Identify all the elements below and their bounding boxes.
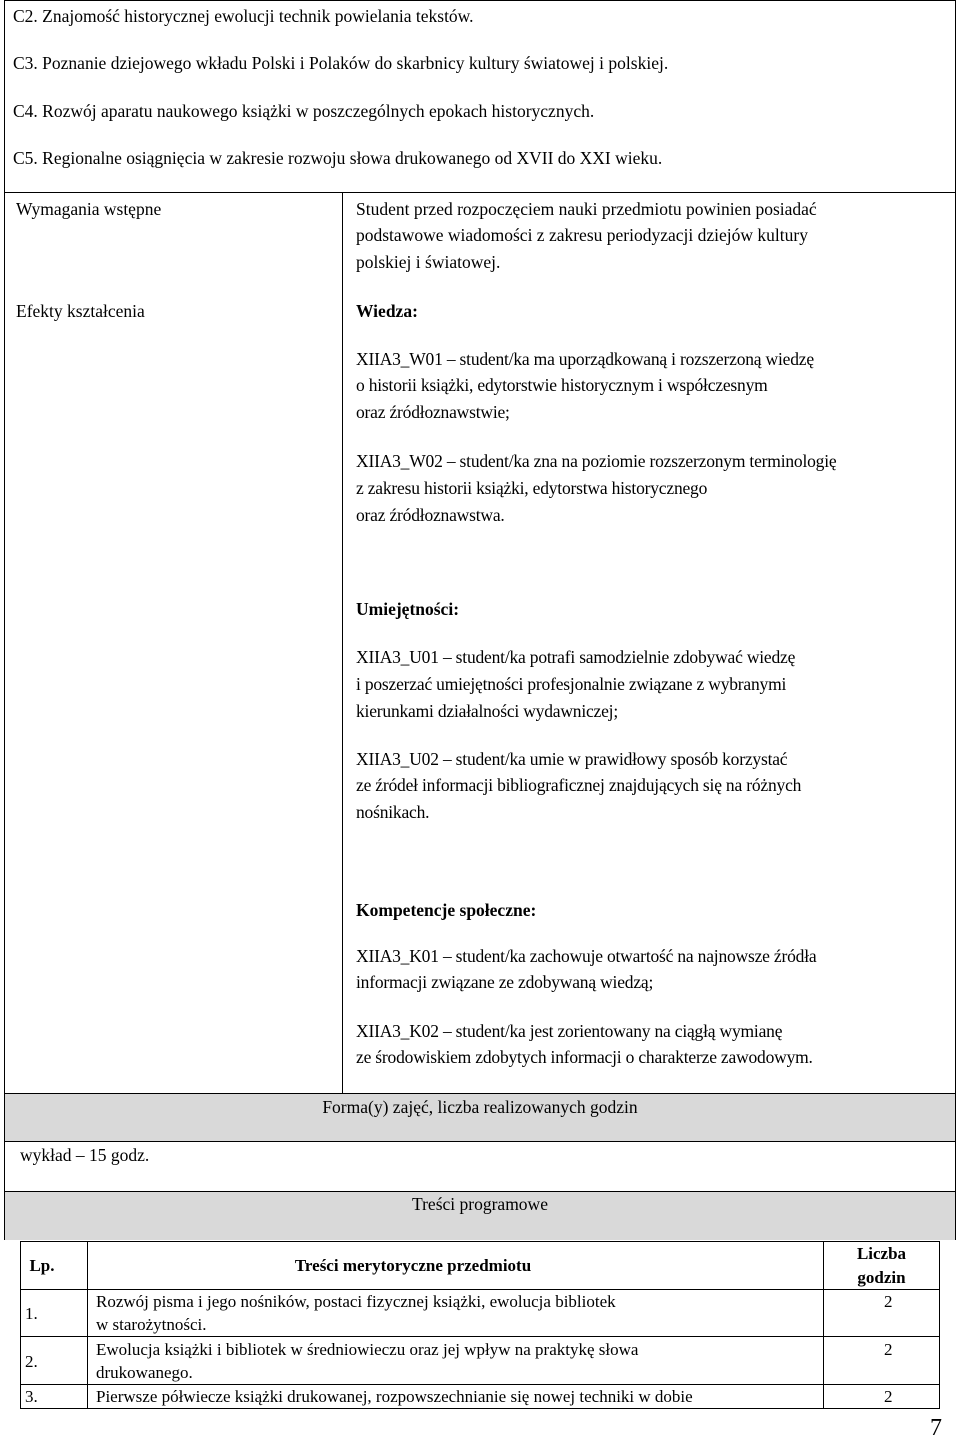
row-3-content-line-1: Pierwsze półwiecze książki drukowanej, rozpowszechnianie się nowej techniki w dobie xyxy=(96,1387,693,1406)
right-border xyxy=(955,0,956,1240)
outcome-k01-line-2: informacji związane ze zdobywaną wiedzą; xyxy=(356,972,654,992)
row-2-lp: 2. xyxy=(25,1352,38,1371)
row-2-content-line-1: Ewolucja książki i bibliotek w średniowieczu oraz jej wpływ na praktykę słowa xyxy=(96,1340,639,1359)
goal-c2: C2. Znajomość historycznej ewolucji technik powielania tekstów. xyxy=(13,6,474,26)
requirements-line-2: podstawowe wiadomości z zakresu periodyzacji dziejów kultury xyxy=(356,225,808,245)
outcome-w01-line-3: oraz źródłoznawstwie; xyxy=(356,402,510,422)
goal-c4: C4. Rozwój aparatu naukowego książki w poszczególnych epokach historycznych. xyxy=(13,101,595,121)
row-3-hours: 2 xyxy=(884,1387,893,1406)
outcome-w02-line-1: XIIA3_W02 – student/ka zna na poziomie rozszerzonym terminologię xyxy=(356,451,837,471)
outcome-u02-line-2: ze źródeł informacji bibliograficznej znajdujących się na różnych xyxy=(356,775,802,795)
goal-c3: C3. Poznanie dziejowego wkładu Polski i Polaków do skarbnicy kultury światowej i polskiej. xyxy=(13,53,669,73)
row-1-content-line-1: Rozwój pisma i jego nośników, postaci fizycznej książki, ewolucja bibliotek xyxy=(96,1292,616,1311)
row-3-lp: 3. xyxy=(25,1387,38,1406)
outcome-u02-line-3: nośnikach. xyxy=(356,802,430,822)
requirements-label: Wymagania wstępne xyxy=(16,199,162,219)
outcome-w01-line-1: XIIA3_W01 – student/ka ma uporządkowaną i rozszerzoną wiedzę xyxy=(356,349,814,369)
row-1-content-line-2: w starożytności. xyxy=(96,1315,207,1334)
table-header-lp: Lp. xyxy=(29,1256,55,1275)
outcome-w01-line-2: o historii książki, edytorstwie historycznym i współczesnym xyxy=(356,375,768,395)
row-1-hours: 2 xyxy=(884,1292,893,1311)
outcome-w02-line-3: oraz źródłoznawstwa. xyxy=(356,505,505,525)
requirements-line-1: Student przed rozpoczęciem nauki przedmiotu powinien posiadać xyxy=(356,199,817,219)
row-2-content-line-2: drukowanego. xyxy=(96,1363,193,1382)
outcome-w02-line-2: z zakresu historii książki, edytorstwa historycznego xyxy=(356,478,708,498)
outcome-u01-line-2: i poszerzać umiejętności profesjonalnie związane z wybranymi xyxy=(356,674,787,694)
row-2-hours: 2 xyxy=(884,1340,893,1359)
competences-heading: Kompetencje społeczne: xyxy=(356,900,537,920)
program-header: Treści programowe xyxy=(412,1194,548,1214)
goal-c5: C5. Regionalne osiągnięcia w zakresie rozwoju słowa drukowanego od XVII do XXI wieku. xyxy=(13,148,663,168)
outcome-u01-line-3: kierunkami działalności wydawniczej; xyxy=(356,701,619,721)
page-number: 7 xyxy=(930,1415,942,1441)
outcome-k01-line-1: XIIA3_K01 – student/ka zachowuje otwartość na najnowsze źródła xyxy=(356,946,817,966)
table-header-hours-1: Liczba xyxy=(856,1244,907,1263)
row-1-lp: 1. xyxy=(25,1304,38,1323)
goals-bottom-line xyxy=(4,192,956,193)
table-top-line xyxy=(20,1241,940,1242)
left-border xyxy=(4,0,5,1240)
outcome-u01-line-1: XIIA3_U01 – student/ka potrafi samodzielnie zdobywać wiedzę xyxy=(356,647,796,667)
requirements-line-3: polskiej i światowej. xyxy=(356,252,501,272)
outcomes-label: Efekty kształcenia xyxy=(16,301,145,321)
table-header-hours-2: godzin xyxy=(857,1268,906,1287)
top-border xyxy=(4,0,956,1)
column-divider xyxy=(342,192,343,1094)
forms-value: wykład – 15 godz. xyxy=(20,1145,150,1165)
outcome-u02-line-1: XIIA3_U02 – student/ka umie w prawidłowy sposób korzystać xyxy=(356,749,788,769)
outcome-k02-line-2: ze środowiskiem zdobytych informacji o charakterze zawodowym. xyxy=(356,1047,813,1067)
outcome-k02-line-1: XIIA3_K02 – student/ka jest zorientowany na ciągłą wymianę xyxy=(356,1021,783,1041)
forms-header: Forma(y) zajęć, liczba realizowanych godzin xyxy=(322,1097,638,1117)
knowledge-heading: Wiedza: xyxy=(356,301,418,321)
table-header-content: Treści merytoryczne przedmiotu xyxy=(294,1256,532,1275)
skills-heading: Umiejętności: xyxy=(356,599,460,619)
